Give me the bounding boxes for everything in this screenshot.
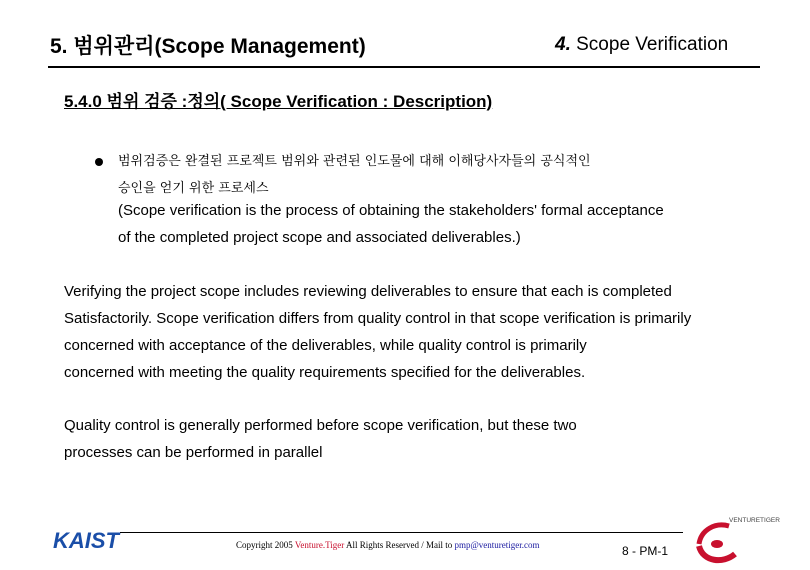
footer-divider	[120, 532, 683, 533]
copyright-notice	[236, 540, 540, 550]
paragraph-1-line-1: Verifying the project scope includes reviewing deliverables to ensure that each is completed	[64, 283, 672, 300]
vt-logo-text: VENTURETIGER	[729, 517, 780, 524]
section-number: 4.	[555, 34, 571, 55]
paragraph-2-line-1: Quality control is generally performed before scope verification, but these two	[64, 417, 577, 434]
kaist-logo-text: KAIST	[53, 528, 119, 552]
page-title: 5. 범위관리(Scope Management)	[50, 35, 366, 58]
bullet-korean-line-1: 범위검증은 완결된 프로젝트 범위와 관련된 인도물에 대해 이해당사자들의 공식적인	[118, 154, 591, 169]
subsection-title: 5.4.0 범위 검증 :정의( Scope Verification : Description)	[64, 92, 493, 111]
vt-swoosh-bottom-icon	[699, 546, 735, 560]
copyright-brand: Venture.Tiger	[294, 540, 345, 550]
paragraph-2-line-2: processes can be performed in parallel	[64, 444, 323, 461]
page-number: 8 - PM-1	[622, 544, 669, 558]
section-name: Scope Verification	[570, 34, 729, 55]
vt-dot-icon	[711, 540, 723, 548]
kaist-logo	[50, 528, 122, 552]
header-divider	[48, 66, 760, 68]
bullet-icon	[95, 158, 103, 166]
copyright-email[interactable]: pmp@venturetiger.com	[454, 540, 540, 550]
paragraph-1-line-2: Satisfactorily. Scope verification differs from quality control in that scope verification is primarily	[64, 310, 692, 327]
bullet-english-line-2: of the completed project scope and associated deliverables.)	[118, 229, 521, 246]
venturetiger-logo	[693, 508, 793, 568]
paragraph-1-line-4: concerned with meeting the quality requirements specified for the deliverables.	[64, 364, 586, 381]
bullet-korean-line-2: 승인을 얻기 위한 프로세스	[118, 181, 269, 196]
bullet-english-line-1: (Scope verification is the process of obtaining the stakeholders' formal acceptance	[118, 202, 664, 219]
section-heading	[555, 34, 728, 56]
copyright-prefix: Copyright 2005	[236, 540, 295, 550]
paragraph-1-line-3: concerned with acceptance of the deliverables, while quality control is primarily	[64, 337, 587, 354]
copyright-mid: All Rights Reserved / Mail to	[344, 540, 455, 550]
